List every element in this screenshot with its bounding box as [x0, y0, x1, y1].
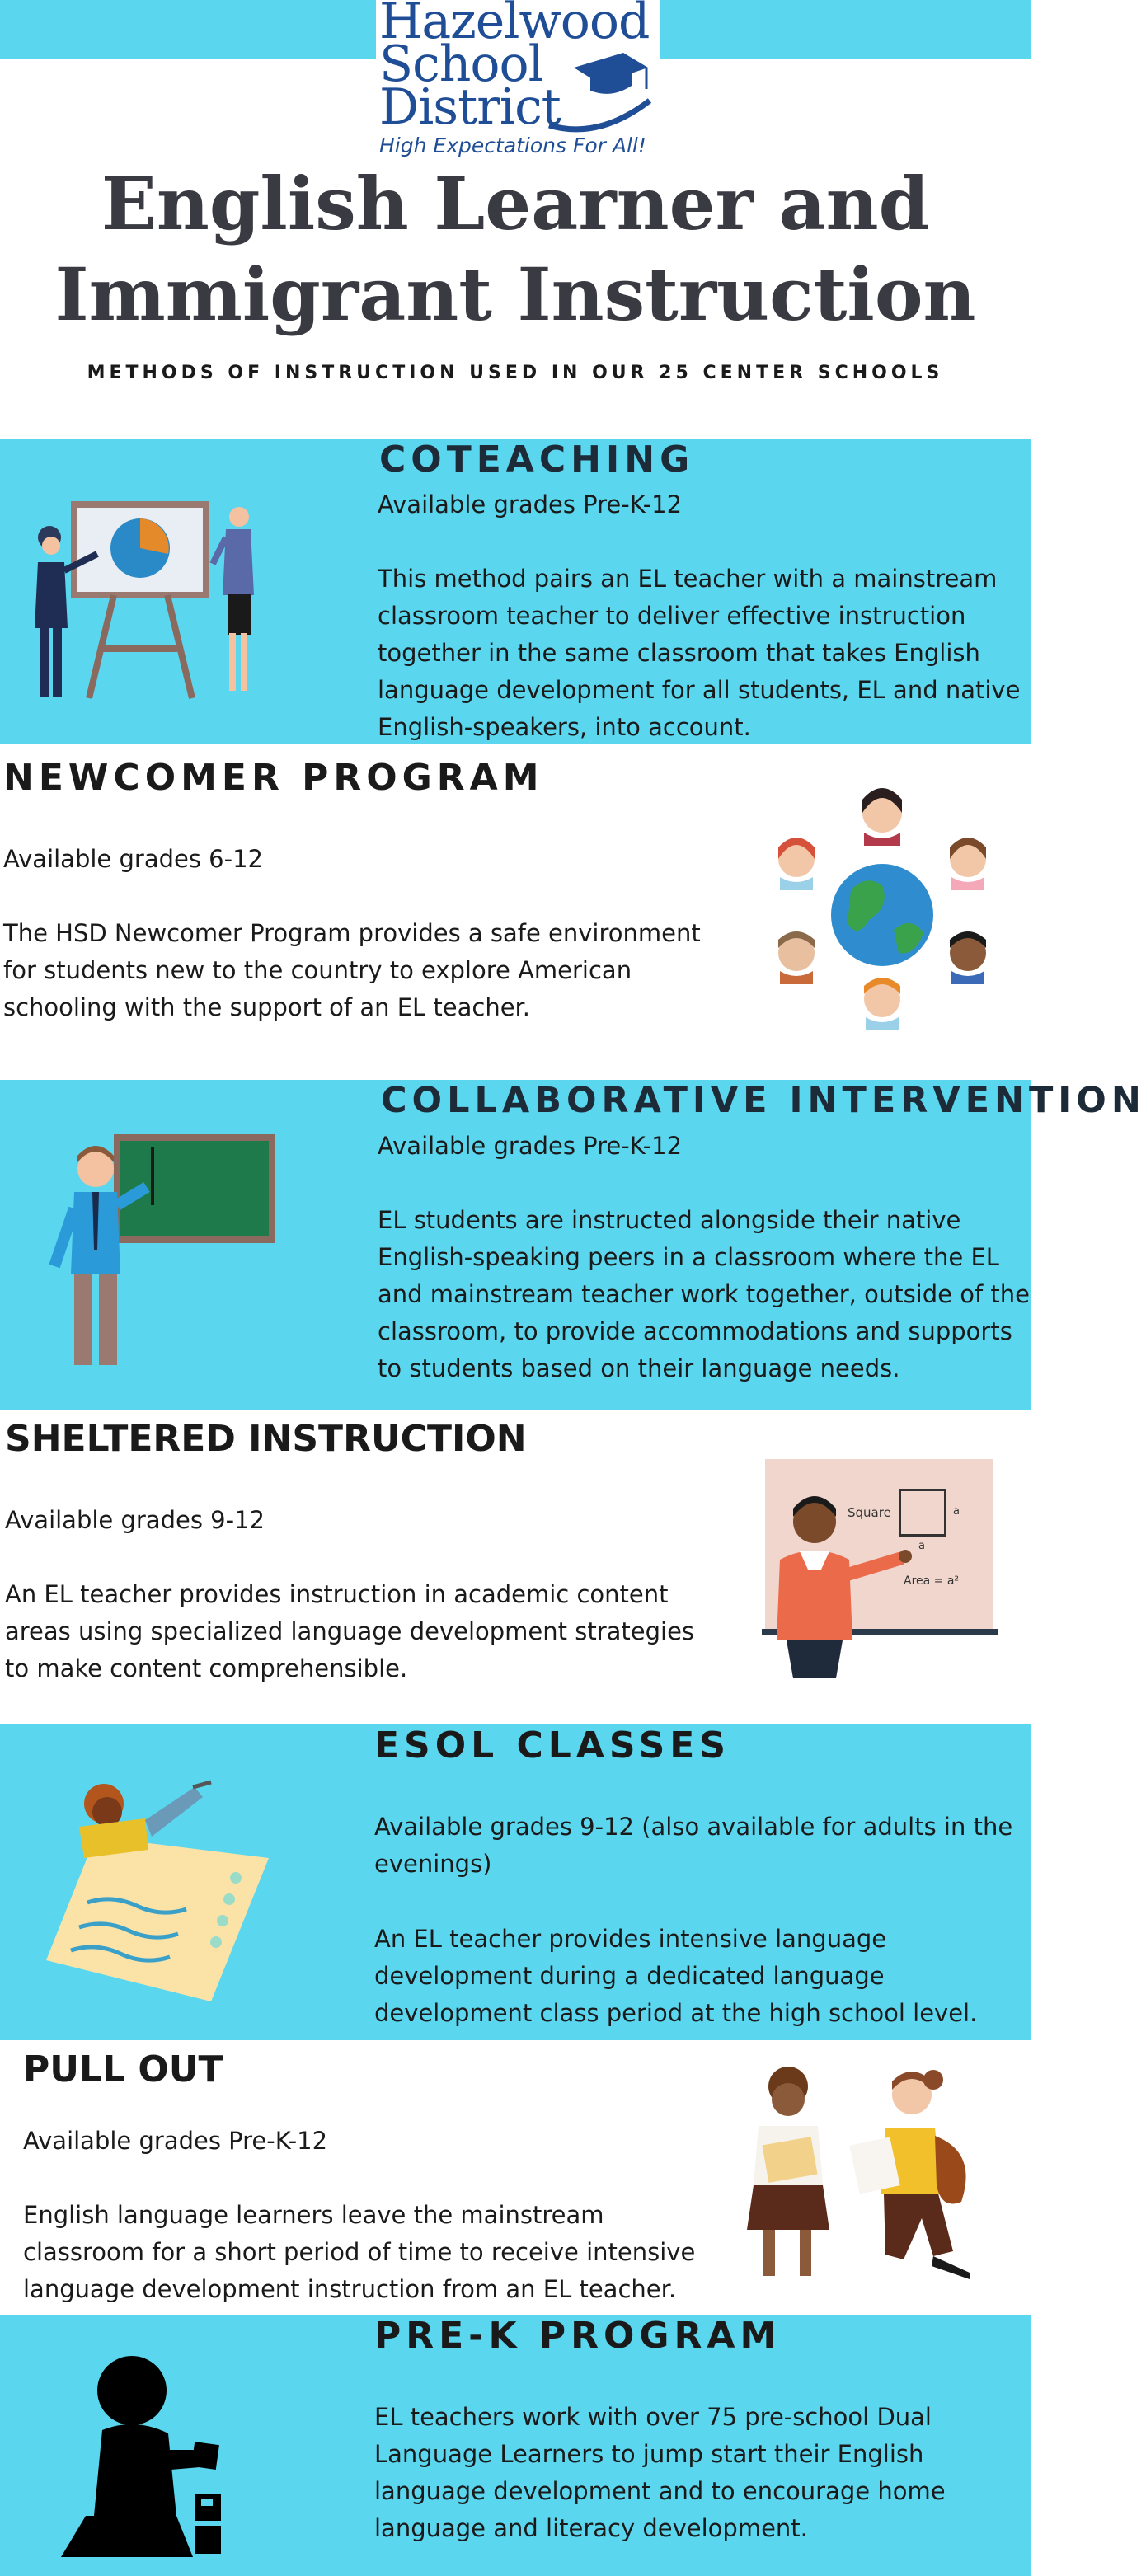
section-newcomer: [0, 744, 1031, 1080]
page-title-line-1: English Learner and: [101, 161, 930, 246]
collaborative-chalkboard-icon: [41, 1126, 280, 1373]
board-side-a: a: [953, 1505, 960, 1518]
logo-tagline: High Expectations For All!: [379, 134, 646, 157]
page-title-line-2: Immigrant Instruction: [54, 251, 976, 337]
grades-pullout: Available grades Pre-K-12: [23, 2127, 328, 2155]
coteaching-presentation-icon: [31, 472, 279, 719]
desc-collaborative: EL students are instructed alongside their native English-speaking peers in a classroom where the EL and mainstream teacher work together, outside of the classroom, to provide accommodations and supports to students based on their language needs.: [378, 1206, 1030, 1382]
heading-collaborative: COLLABORATIVE INTERVENTION: [381, 1080, 1146, 1121]
prek-child-blocks-icon: [53, 2351, 234, 2565]
page-title: [0, 158, 1031, 340]
section-coteaching: [0, 439, 1031, 744]
section-collaborative: [0, 1080, 1146, 1410]
sheltered-teacher-board-icon: [762, 1459, 1001, 1682]
heading-newcomer: NEWCOMER PROGRAM: [3, 757, 544, 799]
logo-line-district: District: [379, 78, 561, 136]
grades-newcomer: Available grades 6-12: [3, 845, 263, 873]
heading-prek: PRE-K PROGRAM: [374, 2315, 782, 2357]
page-subtitle: METHODS OF INSTRUCTION USED IN OUR 25 CENTER SCHOOLS: [87, 363, 944, 383]
grades-collaborative: Available grades Pre-K-12: [378, 1132, 683, 1160]
section-sheltered: [0, 1410, 1031, 1724]
pullout-students-icon: [730, 2062, 986, 2284]
heading-esol: ESOL CLASSES: [374, 1724, 731, 1767]
desc-sheltered: An EL teacher provides instruction in academic content areas using specialized language development strategies to make content comprehensible.: [5, 1580, 695, 1682]
board-area-label: Area = a²: [904, 1574, 960, 1588]
grades-esol: Available grades 9-12 (also available for adults in the evenings): [374, 1813, 1013, 1878]
desc-newcomer: The HSD Newcomer Program provides a safe environment for students new to the country to explore American schooling with the support of an EL teacher.: [3, 919, 701, 1021]
section-esol: [0, 1724, 1031, 2040]
section-pullout: [0, 2040, 1031, 2315]
grades-sheltered: Available grades 9-12: [5, 1506, 265, 1534]
board-side-b: a: [918, 1540, 925, 1552]
district-logo: [376, 0, 660, 165]
graduation-cap-icon: [541, 49, 656, 140]
newcomer-globe-people-icon: [759, 783, 1006, 1039]
grades-coteaching: Available grades Pre-K-12: [378, 490, 683, 518]
logo-line-school: School: [379, 35, 543, 93]
desc-prek: EL teachers work with over 75 pre-school Dual Language Learners to jump start their English language development and to encourage home language and literacy development.: [374, 2403, 946, 2542]
section-prek: [0, 2315, 1031, 2576]
desc-pullout: English language learners leave the mainstream classroom for a short period of time to receive intensive language development instruction from an EL teacher.: [23, 2201, 696, 2303]
heading-coteaching: COTEACHING: [379, 439, 695, 481]
teacher-figure-icon: [762, 1484, 927, 1682]
heading-sheltered: SHELTERED INSTRUCTION: [5, 1418, 527, 1460]
desc-coteaching: This method pairs an EL teacher with a mainstream classroom teacher to deliver effective instruction together in the same classroom that takes English language development for all students, EL and native English-speakers, into account.: [378, 565, 1021, 741]
heading-pullout: PULL OUT: [23, 2048, 223, 2090]
desc-esol: An EL teacher provides intensive language development during a dedicated language development class period at the high school level.: [374, 1925, 978, 2027]
board-square-label: Square: [848, 1505, 891, 1520]
logo-line-hazelwood: Hazelwood: [379, 0, 650, 50]
esol-student-writing-icon: [46, 1779, 285, 2001]
